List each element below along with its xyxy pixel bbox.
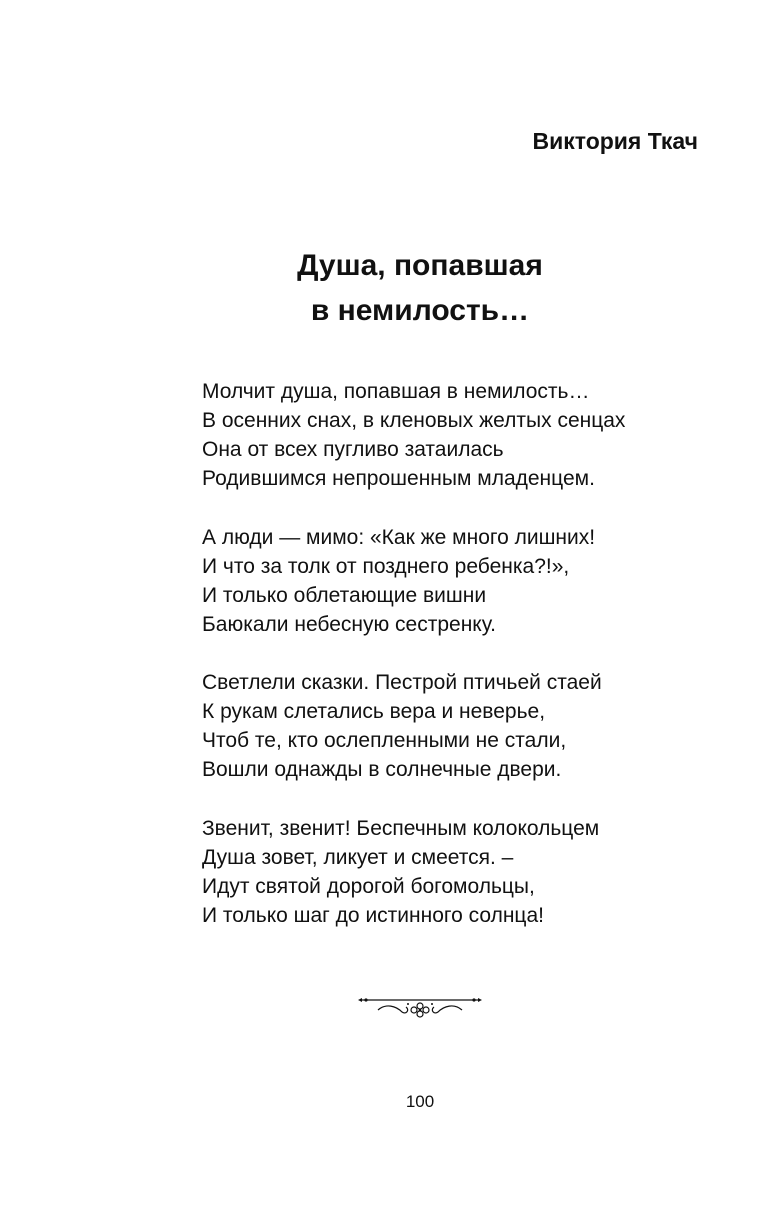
stanza xyxy=(202,523,625,639)
poem-line: Молчит душа, попавшая в немилость… xyxy=(202,380,590,403)
stanza xyxy=(202,814,625,930)
poem-title-line: Душа, попавшая xyxy=(297,249,543,282)
poem-line: Душа зовет, ликует и смеется. – xyxy=(202,845,514,869)
poem-line: Чтоб те, кто ослепленными не стали, xyxy=(202,729,567,752)
poem-line: Баюкали небесную сестренку. xyxy=(202,612,496,636)
poem-line: Родившимся непрошенным младенцем. xyxy=(202,467,595,490)
poem-line: А люди — мимо: «Как же много лишних! xyxy=(202,525,596,549)
poem-line: Светлели сказки. Пестрой птичьей стаей xyxy=(202,671,602,694)
ornament-divider-icon xyxy=(356,994,484,1020)
poem-line: В осенних снах, в кленовых желтых сенцах xyxy=(202,409,626,432)
author-name: Виктория Ткач xyxy=(532,128,698,154)
stanza xyxy=(202,668,625,784)
poem-line: И что за толк от позднего ребенка?!», xyxy=(202,554,570,578)
poem-line: Вошли однажды в солнечные двери. xyxy=(202,758,562,781)
poem-line: Звенит, звенит! Беспечным колокольцем xyxy=(202,816,600,840)
poem-line: Она от всех пугливо затаилась xyxy=(202,438,504,461)
poem-line: И только шаг до истинного солнца! xyxy=(202,903,544,927)
poem-line: К рукам слетались вера и неверье, xyxy=(202,700,546,723)
stanza xyxy=(202,377,625,493)
poem-line: И только облетающие вишни xyxy=(202,583,487,607)
poem-title xyxy=(0,243,776,333)
poem-line: Идут святой дорогой богомольцы, xyxy=(202,874,535,898)
poem-title-line: в немилость… xyxy=(310,294,530,327)
page-number: 100 xyxy=(405,1092,435,1111)
poem-body xyxy=(202,377,625,959)
